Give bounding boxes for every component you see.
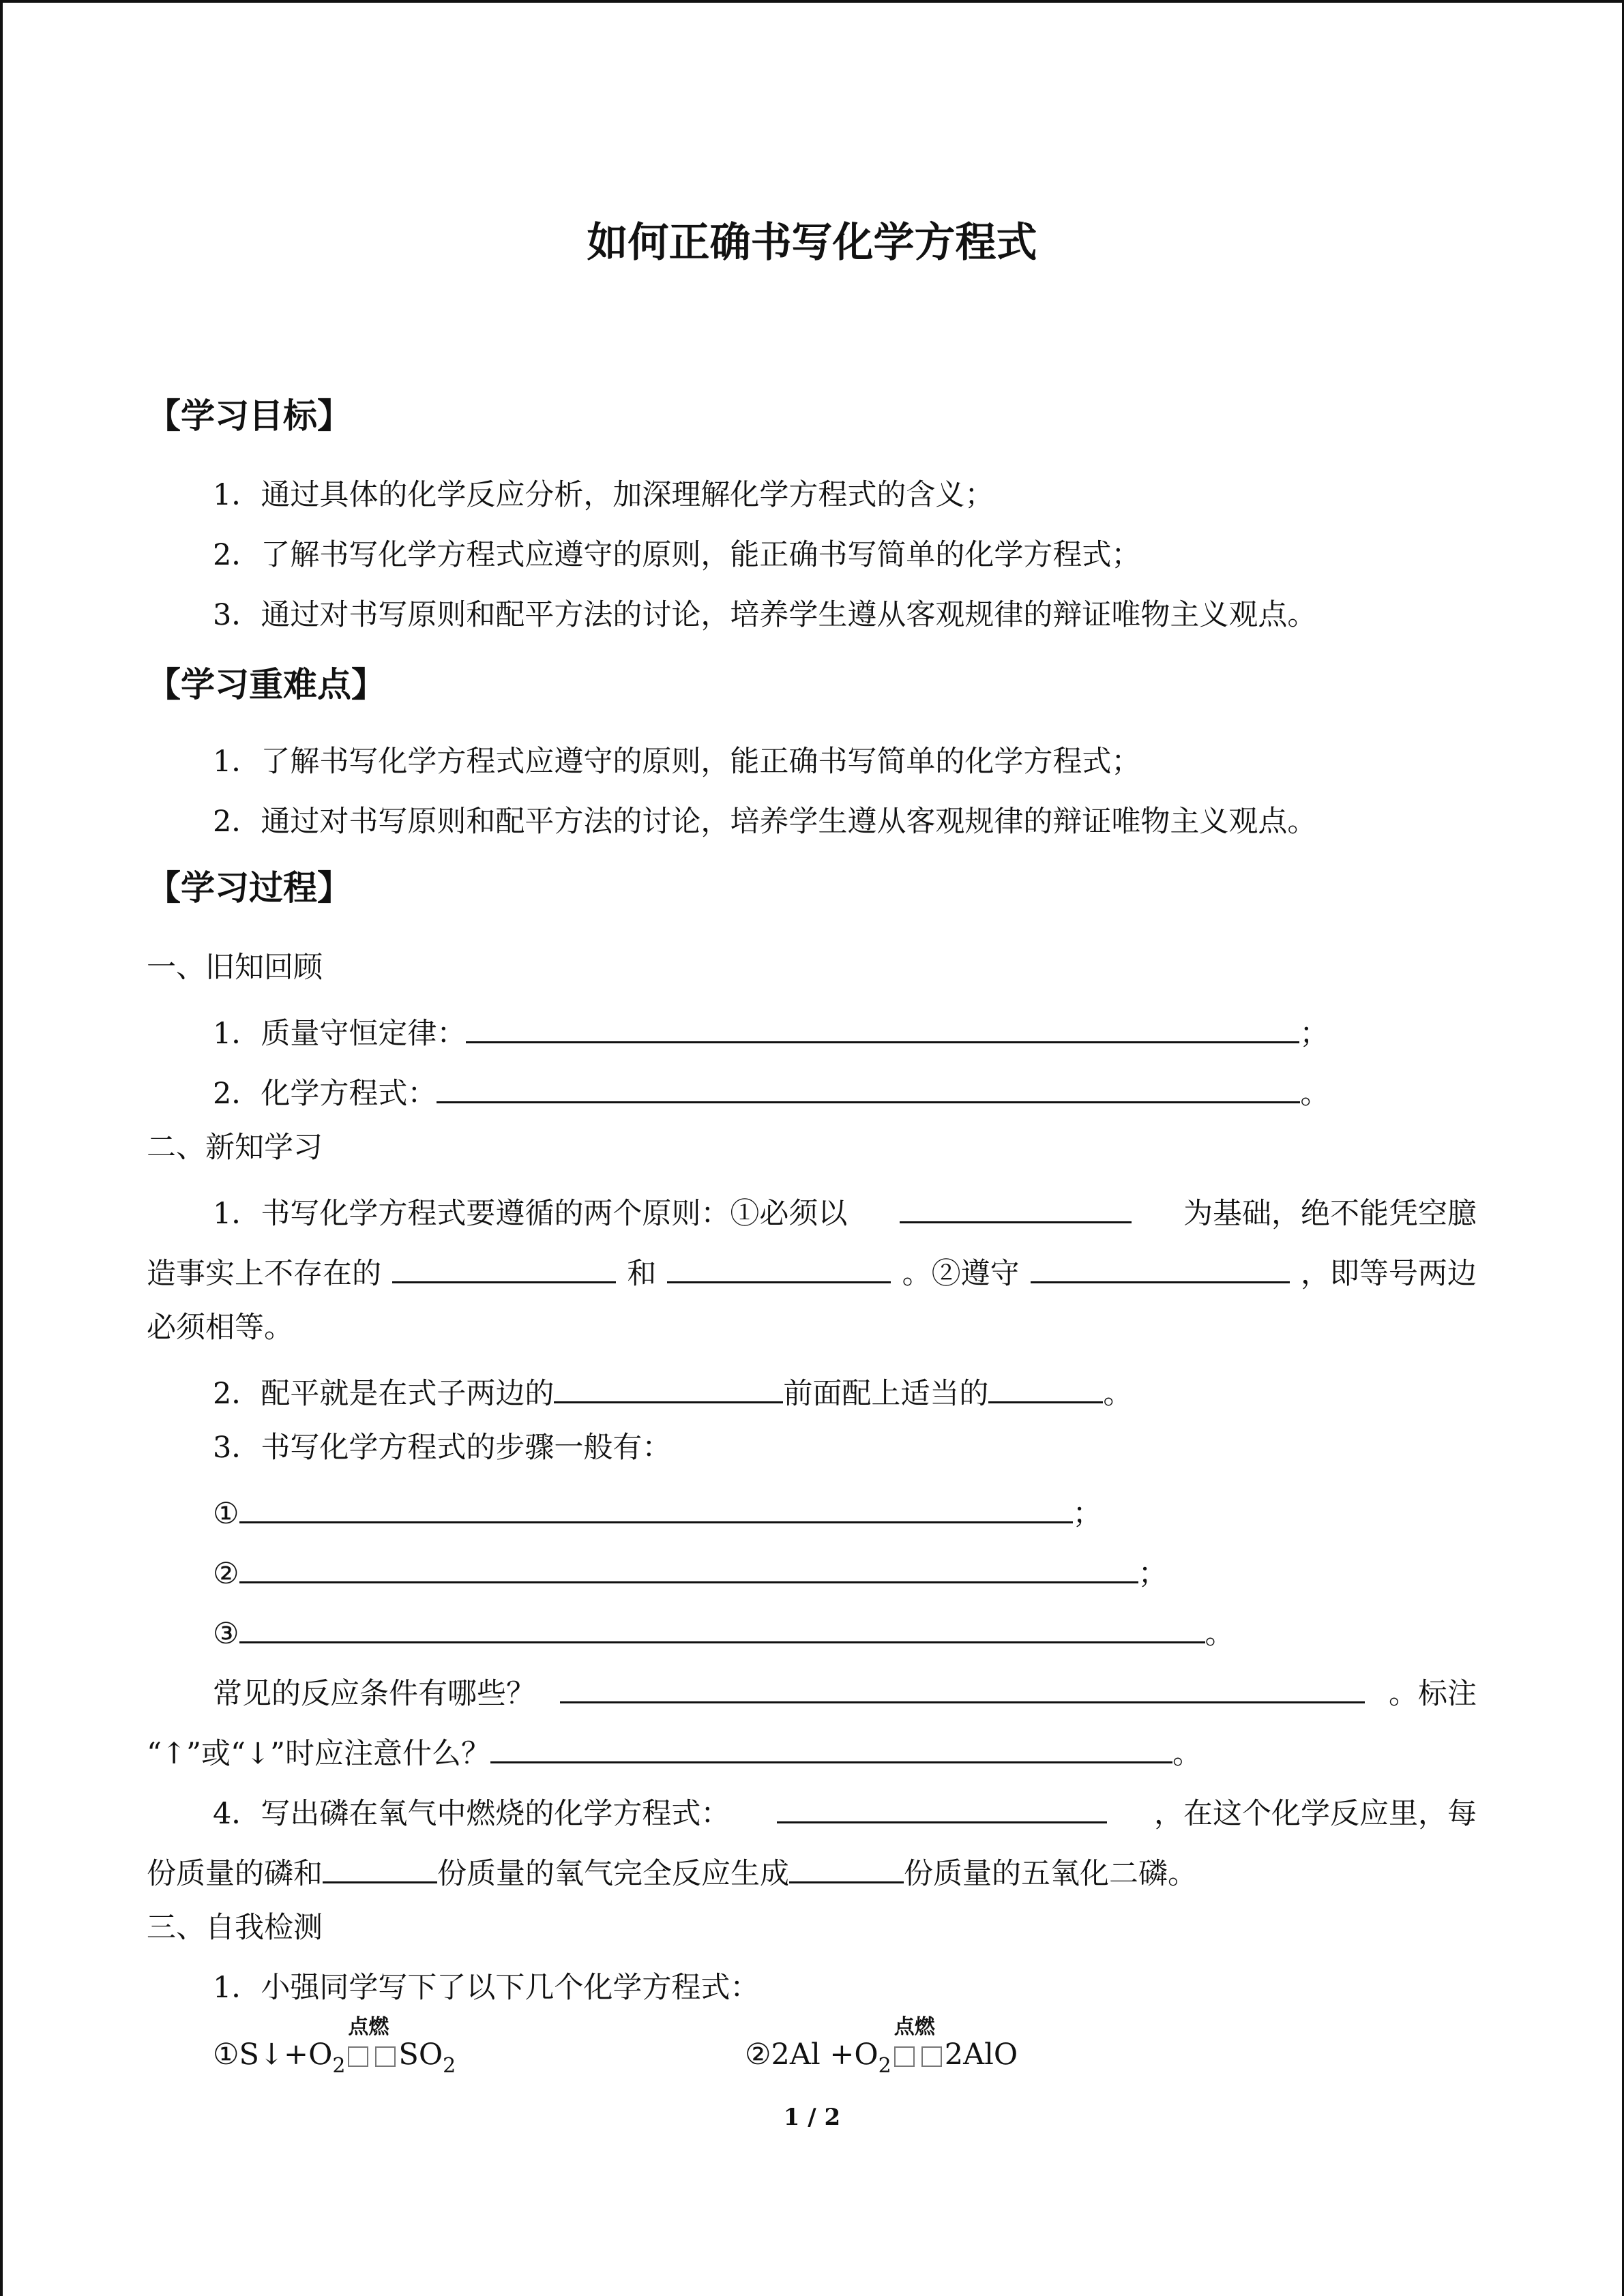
step-2 — [213, 1547, 1168, 1591]
conditions-text-d: 。 — [1172, 1737, 1202, 1771]
step-1-marker: ① — [213, 1497, 239, 1531]
objective-item: 3．通过对书写原则和配平方法的讨论，培养学生遵从客观规律的辩证唯物主义观点。 — [213, 598, 1317, 632]
review-q2-label: 2．化学方程式： — [213, 1077, 437, 1111]
missing-glyph-box — [894, 2046, 915, 2067]
phosphorus-text-c: 份质量的磷和 — [147, 1857, 323, 1891]
oxygen-mass-blank[interactable] — [323, 1847, 437, 1883]
balancing-blank-2[interactable] — [988, 1367, 1103, 1403]
step-3 — [213, 1607, 1235, 1651]
page-title: 如何正确书写化学方程式 — [587, 219, 1037, 267]
step-2-end: ； — [1138, 1557, 1168, 1591]
section-heading-process: 【学习过程】 — [147, 868, 351, 908]
equation-2-subscript: 2 — [878, 2054, 891, 2078]
balancing-text-a: 2．配平就是在式子两边的 — [213, 1377, 555, 1411]
phosphorus-text-b: ，在这个化学反应里，每 — [1153, 1797, 1477, 1831]
step-3-marker: ③ — [213, 1617, 239, 1651]
missing-glyph-box — [375, 2046, 396, 2067]
product-mass-blank[interactable] — [789, 1847, 904, 1883]
principles-text-d: 和 — [627, 1257, 657, 1291]
equation-2-reactants: ②2Al +O — [745, 2038, 879, 2072]
step-1 — [213, 1487, 1102, 1531]
review-q2-end: 。 — [1300, 1077, 1330, 1111]
section-heading-objectives: 【学习目标】 — [147, 396, 351, 436]
equation-2-condition-label: 点燃 — [894, 2015, 935, 2039]
principles-line-3: 必须相等。 — [147, 1311, 293, 1345]
section-heading-key-points: 【学习重难点】 — [147, 665, 385, 704]
step-3-end: 。 — [1205, 1617, 1235, 1651]
review-q1-blank[interactable] — [466, 1007, 1299, 1043]
phosphorus-line-2 — [147, 1847, 1197, 1891]
equation-1-product: SO — [398, 2038, 443, 2072]
phosphorus-equation-blank[interactable] — [777, 1787, 1107, 1823]
principles-text-f: ，即等号两边 — [1300, 1257, 1477, 1291]
equation-1 — [213, 2015, 456, 2078]
step-2-blank[interactable] — [239, 1547, 1138, 1583]
step-1-blank[interactable] — [239, 1487, 1073, 1523]
step-2-marker: ② — [213, 1557, 239, 1591]
balancing-text-b: 前面配上适当的 — [783, 1377, 989, 1411]
review-q1 — [213, 1007, 1329, 1051]
conditions-text-a: 常见的反应条件有哪些？ — [213, 1677, 535, 1711]
principles-text-b: 为基础，绝不能凭空臆 — [1183, 1197, 1477, 1231]
balancing-line — [213, 1367, 1133, 1411]
review-q2 — [213, 1067, 1330, 1111]
equation-1-condition-label: 点燃 — [348, 2015, 389, 2039]
balancing-blank-1[interactable] — [554, 1367, 783, 1403]
page-border-left — [0, 0, 3, 2296]
conditions-blank[interactable] — [560, 1667, 1365, 1703]
principles-blank-4[interactable] — [1031, 1247, 1290, 1283]
conditions-text-c: “↑”或“↓”时应注意什么？ — [147, 1737, 490, 1771]
equation-1-subscript: 2 — [332, 2054, 346, 2078]
objective-item: 2．了解书写化学方程式应遵守的原则，能正确书写简单的化学方程式； — [213, 538, 1141, 572]
part1-heading: 一、旧知回顾 — [147, 951, 323, 985]
review-q1-end: ； — [1299, 1017, 1329, 1051]
principles-text-c: 造事实上不存在的 — [147, 1257, 381, 1291]
conditions-line-2 — [147, 1727, 1202, 1771]
review-q1-label: 1．质量守恒定律： — [213, 1017, 467, 1051]
equation-1-reactants: ①S↓+O — [213, 2038, 333, 2072]
step-3-blank[interactable] — [239, 1607, 1205, 1643]
phosphorus-line-1 — [213, 1787, 1477, 1831]
self-check-q1: 1．小强同学写下了以下几个化学方程式： — [213, 1971, 760, 2005]
equation-2 — [745, 2015, 1018, 2078]
principles-blank-1[interactable] — [900, 1187, 1132, 1223]
principles-line-1 — [213, 1187, 1477, 1231]
principles-blank-3[interactable] — [667, 1247, 891, 1283]
balancing-text-c: 。 — [1103, 1377, 1133, 1411]
key-point-item: 1．了解书写化学方程式应遵守的原则，能正确书写简单的化学方程式； — [213, 745, 1141, 779]
conditions-text-b: 。标注 — [1389, 1677, 1477, 1711]
principles-text-e: 。②遵守 — [902, 1257, 1020, 1291]
missing-glyph-box — [921, 2046, 942, 2067]
conditions-line-1 — [213, 1667, 1477, 1711]
principles-line-2 — [147, 1247, 1477, 1291]
phosphorus-text-a: 4．写出磷在氧气中燃烧的化学方程式： — [213, 1797, 730, 1831]
phosphorus-text-d: 份质量的氧气完全反应生成 — [437, 1857, 789, 1891]
step-1-end: ； — [1072, 1497, 1102, 1531]
equation-1-product-subscript: 2 — [443, 2054, 456, 2078]
principles-text-a: 1．书写化学方程式要遵循的两个原则：①必须以 — [213, 1197, 848, 1231]
arrow-note-blank[interactable] — [490, 1727, 1172, 1763]
page-number: 1 / 2 — [783, 2104, 841, 2131]
equation-1-condition — [345, 2015, 398, 2064]
phosphorus-text-e: 份质量的五氧化二磷。 — [904, 1857, 1197, 1891]
review-q2-blank[interactable] — [437, 1067, 1300, 1103]
key-point-item: 2．通过对书写原则和配平方法的讨论，培养学生遵从客观规律的辩证唯物主义观点。 — [213, 805, 1317, 839]
equation-2-product: 2AlO — [944, 2038, 1018, 2072]
part3-heading: 三、自我检测 — [147, 1911, 323, 1945]
steps-intro: 3．书写化学方程式的步骤一般有： — [213, 1431, 672, 1465]
objective-item: 1．通过具体的化学反应分析，加深理解化学方程式的含义； — [213, 478, 994, 512]
part2-heading: 二、新知学习 — [147, 1131, 323, 1165]
page-border-top — [0, 0, 1624, 3]
missing-glyph-box — [348, 2046, 368, 2067]
principles-blank-2[interactable] — [392, 1247, 616, 1283]
equation-2-condition — [891, 2015, 945, 2064]
